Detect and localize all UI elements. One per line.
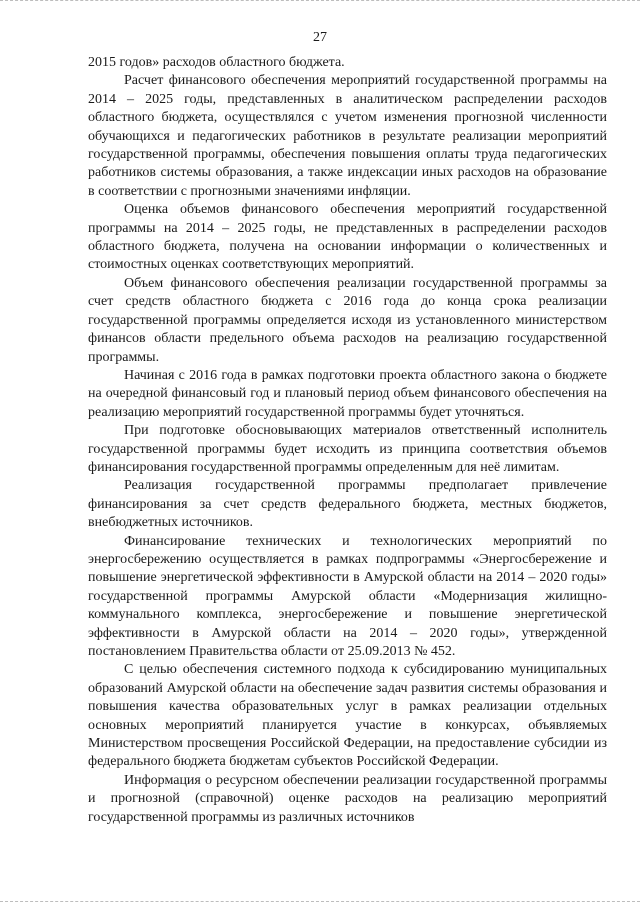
document-body: [88, 54, 607, 827]
paragraph-funding-sources: Реализация государственной программы предполагает привлечение финансирования за счет средств федерального бюджета, местных бюджетов, внебюджетных источников.: [88, 478, 607, 531]
paragraph-annual-refinement: Начиная с 2016 года в рамках подготовки проекта областного закона о бюджете на очередной финансовый год и плановый период объем финансового обеспечения на реализацию мероприятий государственной программы будет уточняться.: [88, 367, 607, 420]
scan-edge-bottom: [0, 901, 640, 902]
paragraph-funding-estimate: Оценка объемов финансового обеспечения мероприятий государственной программы на 2014 – 2025 годы, не представленных в распределении расходов областного бюджета, получена на основании информации о количественных и стоимостных оценках соответствующих мероприятий.: [88, 202, 607, 273]
paragraph-subsidies: С целью обеспечения системного подхода к субсидированию муниципальных образований Амурской области на обеспечение задач развития системы образования и повышения качества образовательных услуг в рамках реализации отдельных основных мероприятий планируется участие в конкурсах, объявляемых Министерством просвещения Российской Федерации, на предоставление субсидии из федерального бюджета бюджетам субъектов Российской Федерации.: [88, 662, 607, 770]
paragraph-funding-calculation: Расчет финансового обеспечения мероприятий государственной программы на 2014 – 2025 годы, представленных в аналитическом распределении расходов областного бюджета, осуществлялся с учетом изменения прогнозной численности обучающихся и педагогических работников в результате реализации мероприятий государственной программы, обеспечения повышения оплаты труда педагогических работников системы образования, а также индексации иных расходов на образование в соответствии с прогнозными значениями инфляции.: [88, 73, 607, 199]
paragraph-justification-materials: При подготовке обосновывающих материалов ответственный исполнитель государственной программы будет исходить из принципа соответствия объемов финансирования государственной программы определенным для неё лимитам.: [88, 423, 607, 475]
paragraph-continuation: 2015 годов» расходов областного бюджета.: [88, 55, 345, 70]
paragraph-resource-information: Информация о ресурсном обеспечении реализации государственной программы и прогнозной (справочной) оценке расходов на реализацию мероприятий государственной программы из различных источников: [88, 772, 607, 825]
scan-edge-top: [0, 0, 640, 1]
paragraph-regional-budget-volume: Объем финансового обеспечения реализации государственной программы за счет средств областного бюджета с 2016 года до конца срока реализации государственной программы определяется исходя из установленного министерством финансов области предельного объема расходов на реализацию государственной программы.: [88, 275, 607, 365]
paragraph-energy-saving: Финансирование технических и технологических мероприятий по энергосбережению осуществляется в рамках подпрограммы «Энергосбережение и повышение энергетической эффективности в Амурской области на 2014 – 2020 годы» государственной программы Амурской области «Модернизация жилищно-коммунального комплекса, энергосбережение и повышение энергетической эффективности в Амурской области на 2014 – 2020 годы», утвержденной постановлением Правительства области от 25.09.2013 № 452.: [88, 533, 607, 659]
page-number: 27: [313, 30, 327, 45]
